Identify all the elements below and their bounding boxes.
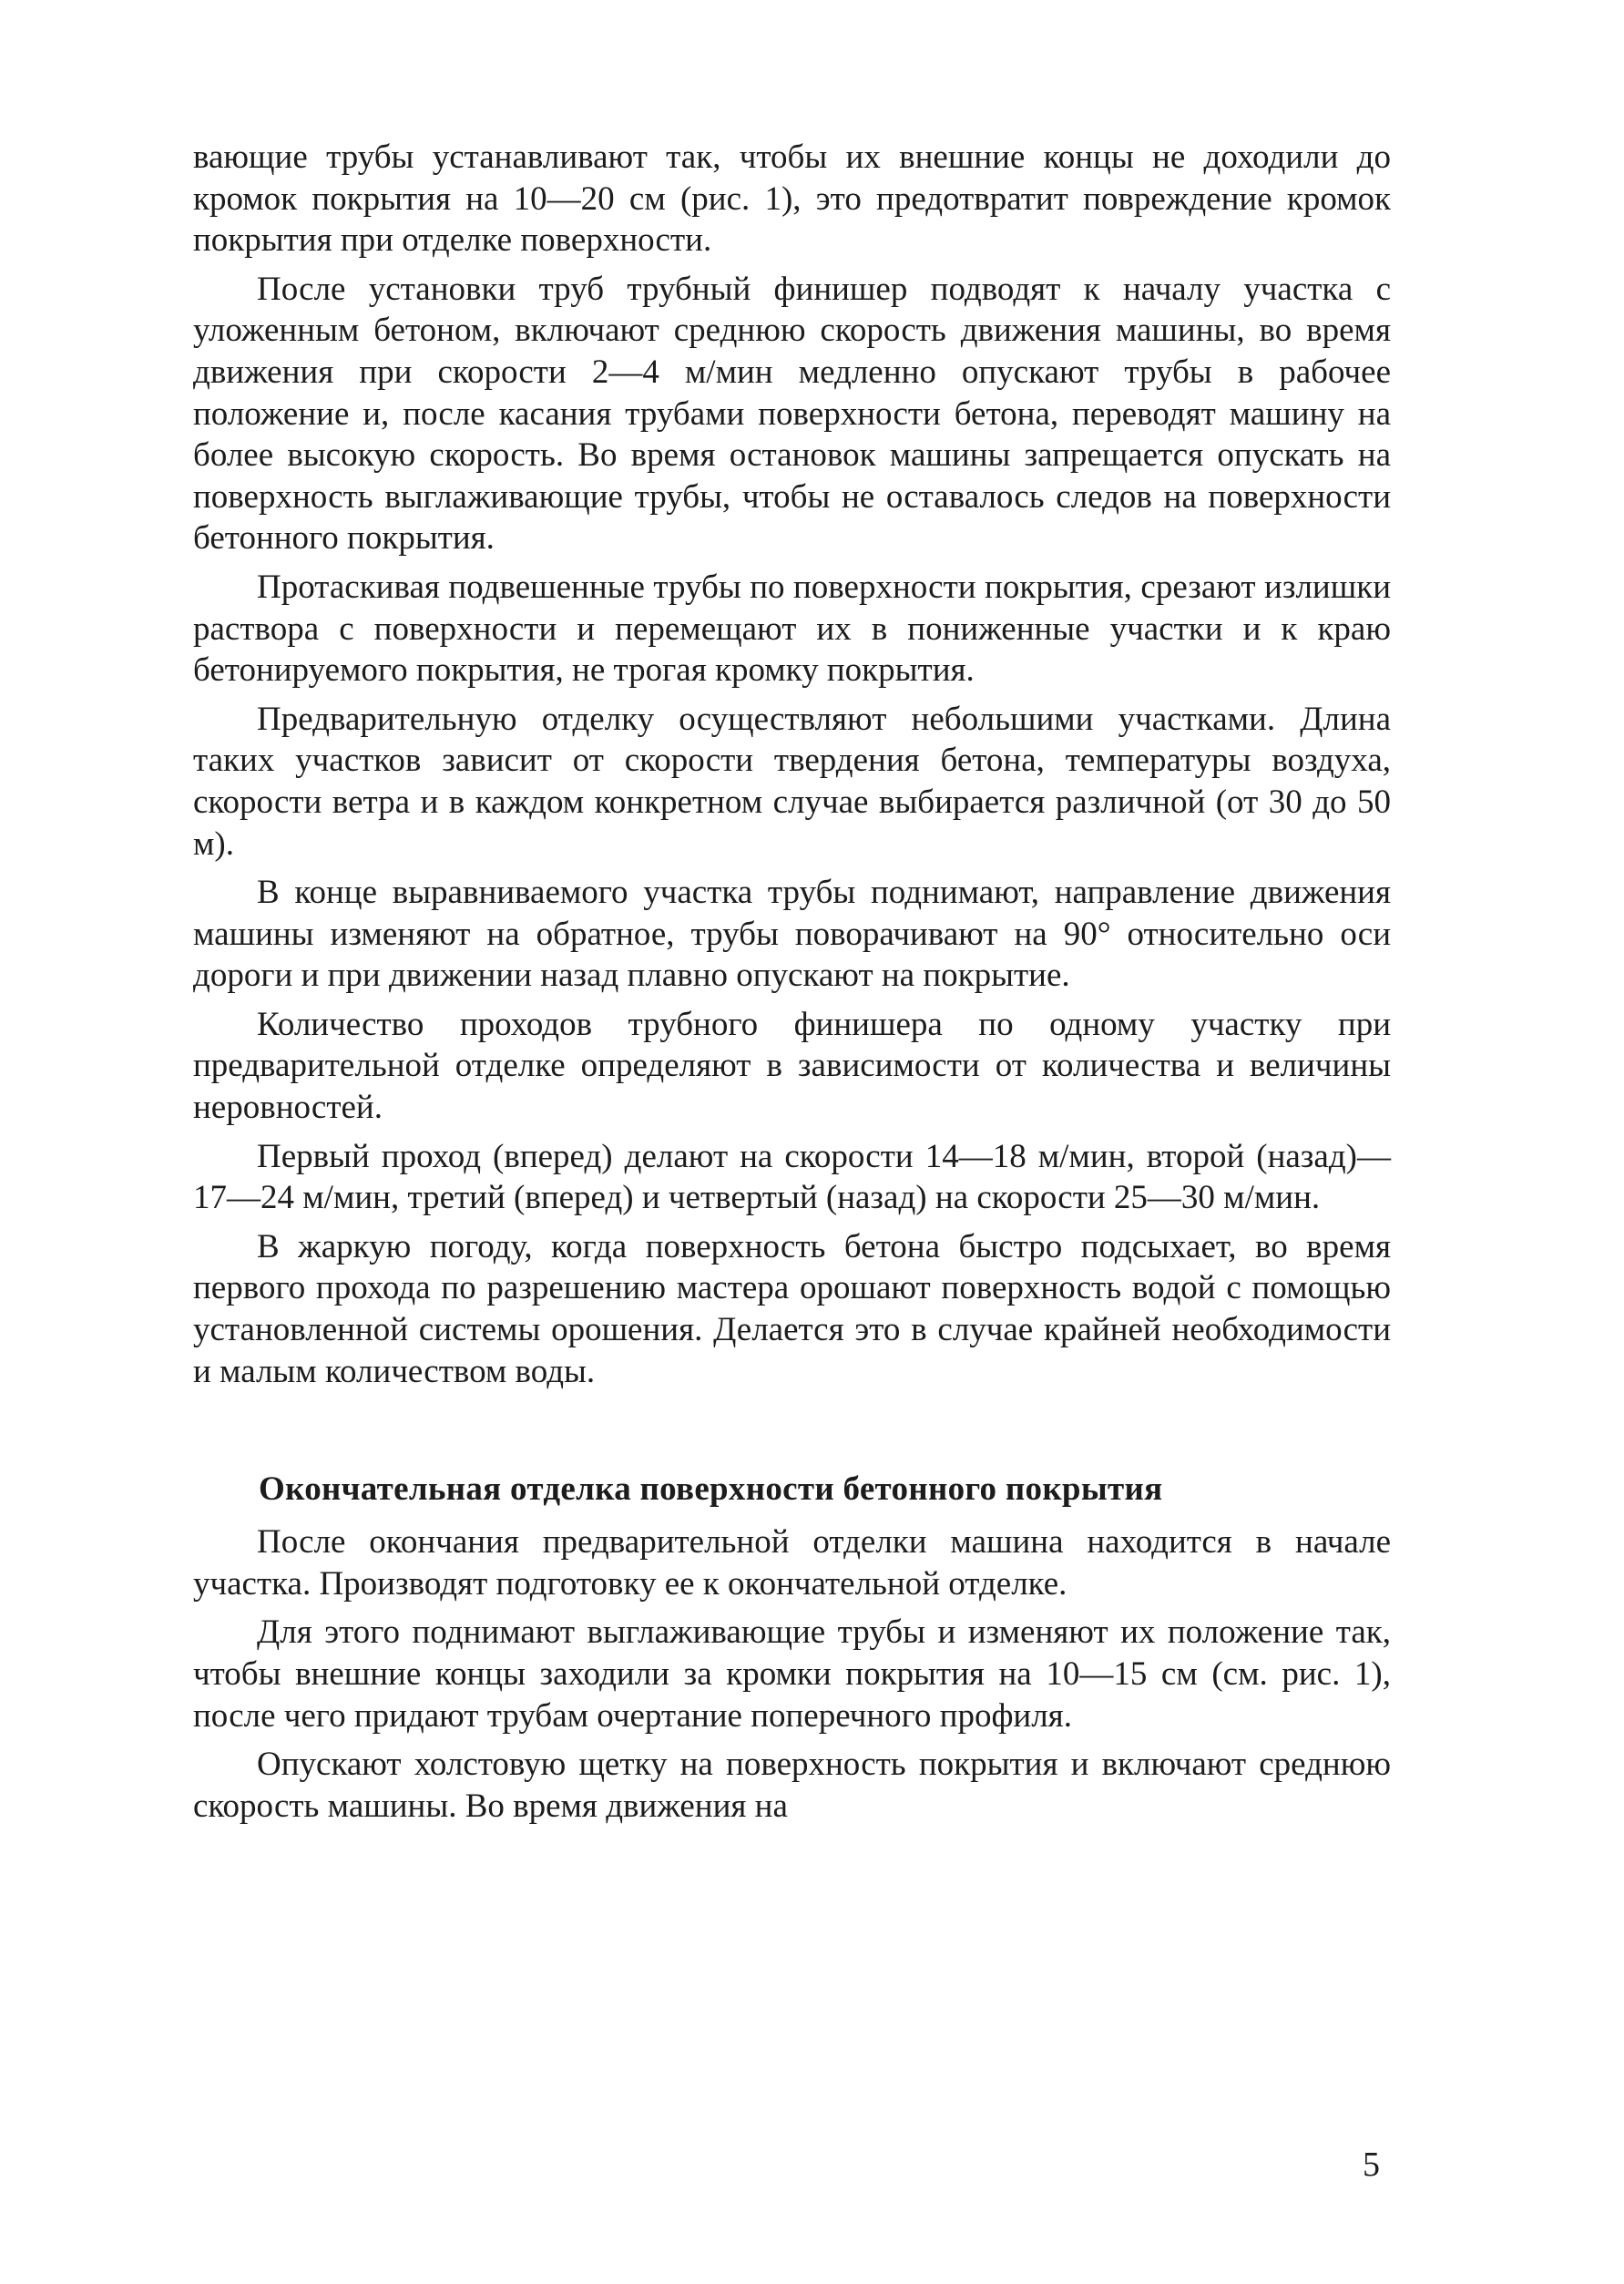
paragraph: После установки труб трубный финишер подводят к началу участка с уложенным бетоном, включают среднюю скорость движения машины, во время движения при скорости 2—4 м/мин медленно опускают трубы в рабочее положение и, после касания трубами поверхности бетона, переводят машину на более высокую скорость. Во время остановок машины запрещается опускать на поверхность выглаживающие трубы, чтобы не оставалось следов на поверхности бетонного покрытия. bbox=[193, 270, 1391, 558]
paragraph: В жаркую погоду, когда поверхность бетона быстро подсыхает, во время первого прохода по разрешению мастера орошают поверхность водой с помощью установленной системы орошения. Делается это в случае крайней необходимости и малым количеством воды. bbox=[193, 1227, 1391, 1390]
paragraph: Первый проход (вперед) делают на скорости 14—18 м/мин, второй (назад)—17—24 м/мин, третий (вперед) и четвертый (назад) на скорости 25—30 м/мин. bbox=[193, 1137, 1391, 1217]
section-paragraph: Опускают холстовую щетку на поверхность покрытия и включают среднюю скорость машины. Во время движения на bbox=[193, 1746, 1391, 1825]
paragraph: В конце выравниваемого участка трубы поднимают, направление движения машины изменяют на обратное, трубы поворачивают на 90° относительно оси дороги и при движении назад плавно опускают на покрытие. bbox=[193, 874, 1391, 995]
paragraph: Протаскивая подвешенные трубы по поверхности покрытия, срезают излишки раствора с поверхности и перемещают их в пониженные участки и к краю бетонируемого покрытия, не трогая кромку покрытия. bbox=[193, 568, 1391, 690]
section-paragraph: После окончания предварительной отделки машина находится в начале участка. Производят подготовку ее к окончательной отделке. bbox=[193, 1523, 1391, 1603]
paragraph: Количество проходов трубного финишера по одному участку при предварительной отделке определяют в зависимости от количества и величины неровностей. bbox=[193, 1005, 1391, 1127]
page-number: 5 bbox=[1363, 2146, 1380, 2184]
paragraph-continued: вающие трубы устанавливают так, чтобы их внешние концы не доходили до кромок покрытия на 10—20 см (рис. 1), это предотвратит повреждение кромок покрытия при отделке поверхности. bbox=[193, 138, 1391, 260]
page-body bbox=[193, 137, 1391, 1827]
section-paragraph: Для этого поднимают выглаживающие трубы и изменяют их положение так, чтобы внешние концы заходили за кромки покрытия на 10—15 см (см. рис. 1), после чего придают трубам очертание поперечного профиля. bbox=[193, 1613, 1391, 1735]
paragraph: Предварительную отделку осуществляют небольшими участками. Длина таких участков зависит от скорости твердения бетона, температуры воздуха, скорости ветра и в каждом конкретном случае выбирается различной (от 30 до 50 м). bbox=[193, 700, 1391, 863]
section-heading: Окончательная отделка поверхности бетонного покрытия bbox=[259, 1470, 1163, 1509]
